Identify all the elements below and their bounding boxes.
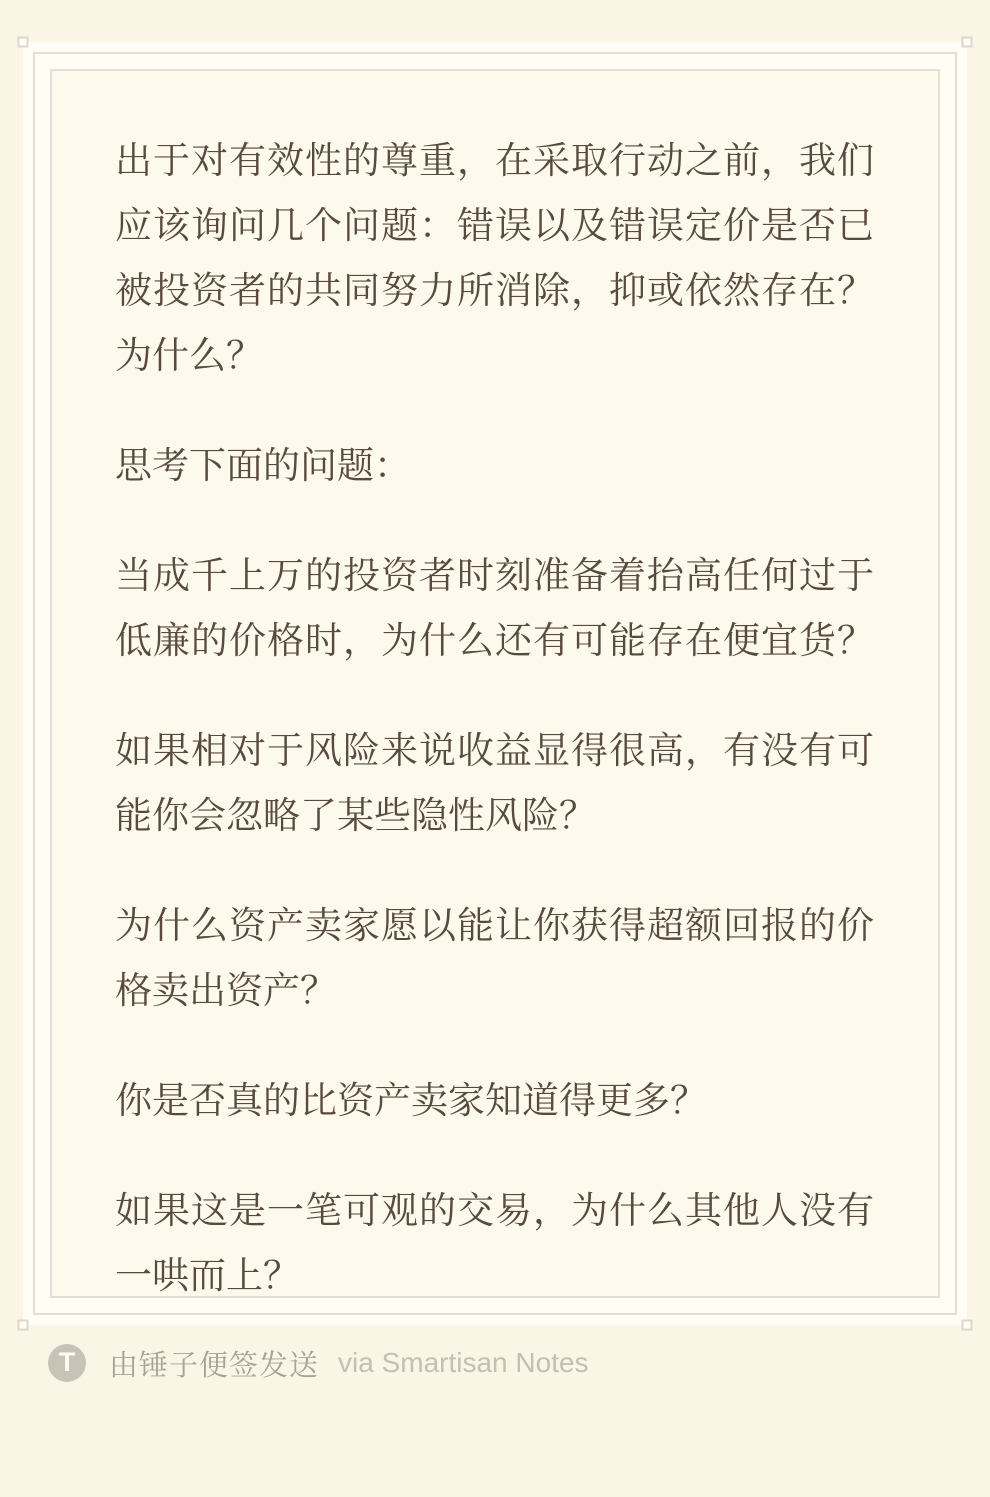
frame-corner-bottom-left — [18, 1320, 29, 1331]
note-outer-frame — [33, 52, 957, 1315]
note-paragraph: 当成千上万的投资者时刻准备着抬高任何过于低廉的价格时，为什么还有可能存在便宜货？ — [115, 555, 874, 661]
smartisan-logo-letter: T — [58, 1346, 76, 1377]
note-paragraph: 思考下面的问题： — [115, 445, 411, 486]
note-paragraph: 如果相对于风险来说收益显得很高，有没有可能你会忽略了某些隐性风险？ — [115, 730, 874, 836]
frame-corner-top-right — [962, 37, 973, 48]
note-card — [23, 42, 967, 1325]
note-paragraph: 为什么资产卖家愿以能让你获得超额回报的价格卖出资产？ — [115, 905, 874, 1011]
smartisan-logo-icon — [48, 1344, 86, 1382]
note-paper — [50, 69, 940, 1298]
note-paragraph: 如果这是一笔可观的交易，为什么其他人没有一哄而上？ — [115, 1190, 874, 1296]
note-paragraph: 出于对有效性的尊重，在采取行动之前，我们应该询问几个问题：错误以及错误定价是否已被投资者的共同努力所消除，抑或依然存在？为什么？ — [115, 140, 874, 376]
frame-corner-bottom-right — [962, 1320, 973, 1331]
frame-corner-top-left — [18, 37, 29, 48]
note-body — [115, 128, 874, 1298]
footer — [48, 1344, 589, 1382]
footer-sent-label: 由锤子便签发送 — [109, 1349, 320, 1382]
footer-via-label: via Smartisan Notes — [338, 1347, 589, 1378]
note-paragraph: 你是否真的比资产卖家知道得更多？ — [115, 1080, 707, 1121]
